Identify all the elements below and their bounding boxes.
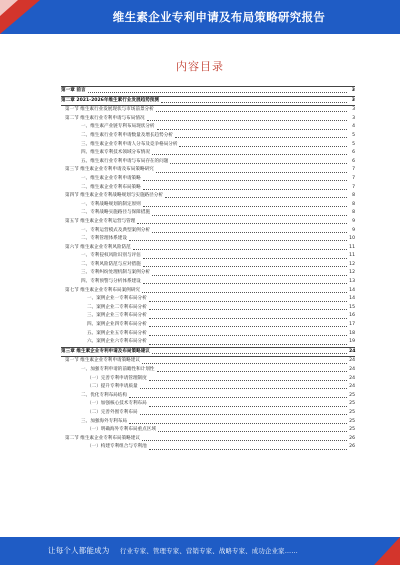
toc-page-number: 24 [349, 375, 355, 381]
toc-dot-leader [161, 101, 347, 103]
toc-entry-label: 第三章 维生素企业专利申请及布局策略建议 [61, 348, 150, 354]
page-footer [0, 537, 400, 565]
toc-entry-label: 二、维生素企业专利布局策略 [81, 184, 141, 190]
toc-entry-row[interactable] [61, 141, 355, 150]
toc-page-number: 19 [349, 339, 355, 345]
toc-page-number: 25 [349, 401, 355, 407]
header-pink-triangle [0, 0, 18, 16]
toc-entry-label: 第二节 维生素行业专利申请与布局情况 [65, 115, 145, 121]
toc-page-number: 24 [349, 367, 355, 372]
toc-entry-row[interactable] [61, 158, 355, 167]
toc-page-number: 8 [352, 210, 355, 216]
toc-dot-leader [149, 448, 347, 450]
toc-dot-leader [129, 396, 347, 398]
toc-page-number: 25 [349, 392, 355, 398]
toc-entry-label: 一、加强专利申请的前瞻性和计划性 [81, 367, 155, 372]
toc-page-number: 8 [352, 201, 355, 207]
toc-entry-row[interactable] [61, 330, 355, 339]
toc-entry-label: 第二章 2021-2026年维生素行业发展趋势预测 [61, 97, 159, 103]
report-title: 维生素企业专利申请及布局策略研究报告 [112, 10, 326, 24]
toc-page-number: 16 [349, 313, 355, 319]
toc-page-number: 6 [352, 158, 355, 164]
toc-dot-leader [149, 405, 347, 407]
toc-dot-leader [143, 282, 347, 284]
toc-dot-leader [142, 439, 347, 441]
toc-entry-row[interactable] [61, 201, 355, 210]
table-of-contents [61, 86, 355, 452]
toc-entry-row[interactable] [61, 295, 355, 304]
toc-page-number: 8 [352, 193, 355, 199]
toc-dot-leader [152, 274, 347, 276]
toc-dot-leader [149, 300, 347, 302]
toc-chapter-row[interactable] [61, 86, 355, 96]
toc-entry-label: 一、专利侵权风险识别与评估 [81, 253, 141, 259]
toc-entry-row[interactable] [61, 366, 355, 375]
toc-dot-leader [149, 308, 347, 310]
footer-slogan: 让每个人都能成为 [48, 546, 110, 555]
toc-entry-label: 五、案例企业五专利布局分析 [87, 330, 147, 336]
toc-entry-label: 二、专利战略实施路径与保障措施 [81, 210, 150, 216]
toc-dot-leader [140, 387, 347, 389]
toc-entry-label: 二、案例企业二专利布局分析 [87, 304, 147, 310]
toc-page-number: 7 [352, 167, 355, 173]
toc-entry-row[interactable] [61, 115, 355, 124]
toc-page-number: 14 [349, 296, 355, 302]
toc-chapter-row[interactable] [61, 347, 355, 358]
toc-dot-leader [149, 317, 347, 319]
toc-dot-leader [149, 379, 347, 381]
toc-entry-label: 二、维生素行业专利申请数量及增长趋势分析 [81, 132, 173, 138]
toc-entry-label: 第四节 维生素企业专利战略规划与实施路径分析 [65, 193, 163, 199]
toc-page-number: 4 [352, 124, 355, 130]
toc-entry-label: 六、案例企业六专利布局分析 [87, 339, 147, 345]
toc-entry-row[interactable] [61, 106, 355, 115]
toc-dot-leader [143, 188, 347, 190]
toc-entry-row[interactable] [61, 149, 355, 158]
toc-dot-leader [149, 334, 347, 336]
toc-entry-label: 第七节 维生素企业专利布局案例研究 [65, 287, 140, 293]
toc-dot-leader [156, 171, 347, 173]
toc-page-number: 25 [349, 409, 355, 415]
toc-entry-row[interactable] [61, 252, 355, 261]
toc-page-number: 3 [351, 97, 355, 103]
toc-dot-leader [152, 214, 347, 216]
toc-entry-row[interactable] [61, 218, 355, 227]
toc-dot-leader [129, 422, 347, 424]
toc-dot-leader [88, 91, 347, 93]
toc-page-number: 26 [349, 444, 355, 450]
toc-entry-label: 四、专利预警与分析体系建设 [81, 279, 141, 285]
toc-entry-row[interactable] [61, 269, 355, 278]
toc-dot-leader [157, 370, 347, 372]
toc-entry-row[interactable] [61, 192, 355, 201]
toc-page-number: 14 [349, 287, 355, 293]
toc-entry-label: （一）完善专利申请管理制度 [87, 375, 147, 381]
toc-entry-label: 一、专利运营模式及典型案例分析 [81, 227, 150, 233]
toc-dot-leader [152, 153, 347, 155]
toc-page-number: 3 [352, 107, 355, 113]
toc-dot-leader [158, 430, 347, 432]
toc-entry-label: 第一节 维生素企业专利申请策略建议 [65, 358, 140, 364]
toc-page-number: 13 [349, 279, 355, 285]
toc-dot-leader [152, 352, 347, 354]
toc-page-number: 26 [349, 435, 355, 441]
toc-dot-leader [152, 231, 347, 233]
toc-entry-row[interactable] [61, 227, 355, 236]
toc-entry-label: 第六节 维生素企业专利风险防范 [65, 244, 131, 250]
toc-entry-row[interactable] [61, 166, 355, 175]
toc-page-number: 5 [352, 132, 355, 138]
toc-entry-row[interactable] [61, 418, 355, 427]
toc-entry-label: （一）明确海外专利布局重点区域 [87, 427, 156, 433]
toc-entry-label: 四、维生素专利技术领域分布情况 [81, 150, 150, 156]
toc-dot-leader [170, 162, 347, 164]
toc-entry-label: 三、专利纠纷处理机制与案例分析 [81, 270, 150, 276]
toc-entry-label: 三、加强海外专利布局 [81, 418, 127, 424]
toc-entry-row[interactable] [61, 321, 355, 330]
toc-dot-leader [129, 239, 347, 241]
toc-entry-label: （二）完善外围专利布局 [87, 409, 138, 415]
toc-heading: 内容目录 [176, 60, 224, 73]
toc-entry-row[interactable] [61, 184, 355, 193]
toc-entry-row[interactable] [61, 400, 355, 409]
toc-dot-leader [143, 179, 347, 181]
toc-entry-label: 第五节 维生素企业专利运营与管理 [65, 218, 136, 224]
toc-page-number: 11 [349, 253, 355, 259]
toc-chapter-row[interactable] [61, 96, 355, 107]
toc-entry-label: 五、维生素行业专利申请与布局存在的问题 [81, 158, 169, 164]
toc-entry-label: 第一章 前言 [61, 88, 86, 93]
toc-entry-label: 三、案例企业三专利布局分析 [87, 313, 147, 319]
toc-entry-row[interactable] [61, 304, 355, 313]
toc-entry-label: 第三节 维生素企业专利申请及布局策略研究 [65, 167, 154, 173]
toc-entry-label: 第一节 维生素行业发展现状与市场前景分析 [65, 107, 154, 113]
toc-entry-row[interactable] [61, 357, 355, 366]
toc-entry-row[interactable] [61, 383, 355, 392]
toc-dot-leader [140, 413, 347, 415]
toc-page-number: 9 [352, 218, 355, 224]
toc-entry-row[interactable] [61, 443, 355, 452]
toc-page-number: 15 [349, 304, 355, 310]
toc-entry-label: （二）提升专利申请质量 [87, 384, 138, 390]
toc-dot-leader [143, 265, 347, 267]
toc-page-number: 17 [349, 322, 355, 328]
toc-entry-row[interactable] [61, 132, 355, 141]
toc-entry-row[interactable] [61, 338, 355, 347]
toc-dot-leader [149, 343, 347, 345]
toc-entry-label: 一、专利战略规划的制定原则 [81, 201, 141, 207]
toc-entry-label: 三、维生素企业专利申请人分布及竞争格局分析 [81, 141, 178, 147]
footer-red-triangle [374, 537, 400, 565]
toc-dot-leader [142, 362, 347, 364]
toc-entry-label: 一、案例企业一专利布局分析 [87, 296, 147, 302]
toc-dot-leader [179, 145, 347, 147]
toc-entry-row[interactable] [61, 261, 355, 270]
toc-dot-leader [175, 136, 347, 138]
page-header [0, 0, 400, 34]
toc-entry-row[interactable] [61, 312, 355, 321]
toc-page-number: 18 [349, 330, 355, 336]
toc-entry-label: 二、专利管理体系建设 [81, 236, 127, 242]
toc-entry-row[interactable] [61, 235, 355, 244]
toc-page-number: 5 [352, 141, 355, 147]
toc-entry-label: 一、维生素企业专利申请策略 [81, 175, 141, 181]
toc-dot-leader [165, 196, 347, 198]
toc-page-number: 9 [352, 227, 355, 233]
toc-page-number: 12 [349, 270, 355, 276]
toc-dot-leader [157, 128, 347, 130]
toc-page-number: 12 [349, 261, 355, 267]
toc-page-number: 24 [349, 348, 356, 354]
toc-dot-leader [143, 257, 347, 259]
toc-page-number: 3 [351, 88, 355, 93]
toc-entry-row[interactable] [61, 392, 355, 401]
toc-page-number: 24 [349, 358, 355, 364]
toc-page-number: 3 [352, 115, 355, 121]
toc-dot-leader [147, 119, 347, 121]
toc-entry-row[interactable] [61, 123, 355, 132]
toc-dot-leader [142, 291, 347, 293]
toc-page-number: 25 [349, 418, 355, 424]
toc-entry-label: 四、案例企业四专利布局分析 [87, 322, 147, 328]
toc-dot-leader [137, 222, 347, 224]
toc-entry-row[interactable] [61, 209, 355, 218]
toc-entry-row[interactable] [61, 435, 355, 444]
toc-entry-row[interactable] [61, 409, 355, 418]
toc-entry-row[interactable] [61, 426, 355, 435]
toc-page-number: 7 [352, 175, 355, 181]
toc-page-number: 6 [352, 150, 355, 156]
toc-dot-leader [156, 110, 347, 112]
toc-entry-label: 一、维生素产业链专利布局现状分析 [81, 124, 155, 130]
toc-page-number: 10 [349, 236, 355, 242]
toc-dot-leader [149, 325, 347, 327]
toc-entry-label: 二、优化专利布局结构 [81, 392, 127, 398]
toc-page-number: 7 [352, 184, 355, 190]
toc-entry-row[interactable] [61, 278, 355, 287]
toc-entry-row[interactable] [61, 287, 355, 296]
toc-page-number: 25 [349, 427, 355, 433]
toc-entry-label: （一）加强核心技术专利布局 [87, 401, 147, 407]
toc-entry-row[interactable] [61, 175, 355, 184]
toc-entry-row[interactable] [61, 375, 355, 384]
toc-dot-leader [143, 205, 347, 207]
toc-page-number: 24 [349, 384, 355, 390]
toc-dot-leader [133, 248, 347, 250]
toc-entry-label: （一）构建专利组合与专利池 [87, 444, 147, 450]
footer-roles: 行业专家、管理专家、营销专家、战略专家、成功企业家…… [120, 547, 298, 555]
toc-entry-row[interactable] [61, 244, 355, 253]
toc-entry-label: 第二节 维生素企业专利布局策略建议 [65, 435, 140, 441]
toc-page-number: 11 [349, 244, 355, 250]
toc-entry-label: 二、专利风险防范与应对措施 [81, 261, 141, 267]
